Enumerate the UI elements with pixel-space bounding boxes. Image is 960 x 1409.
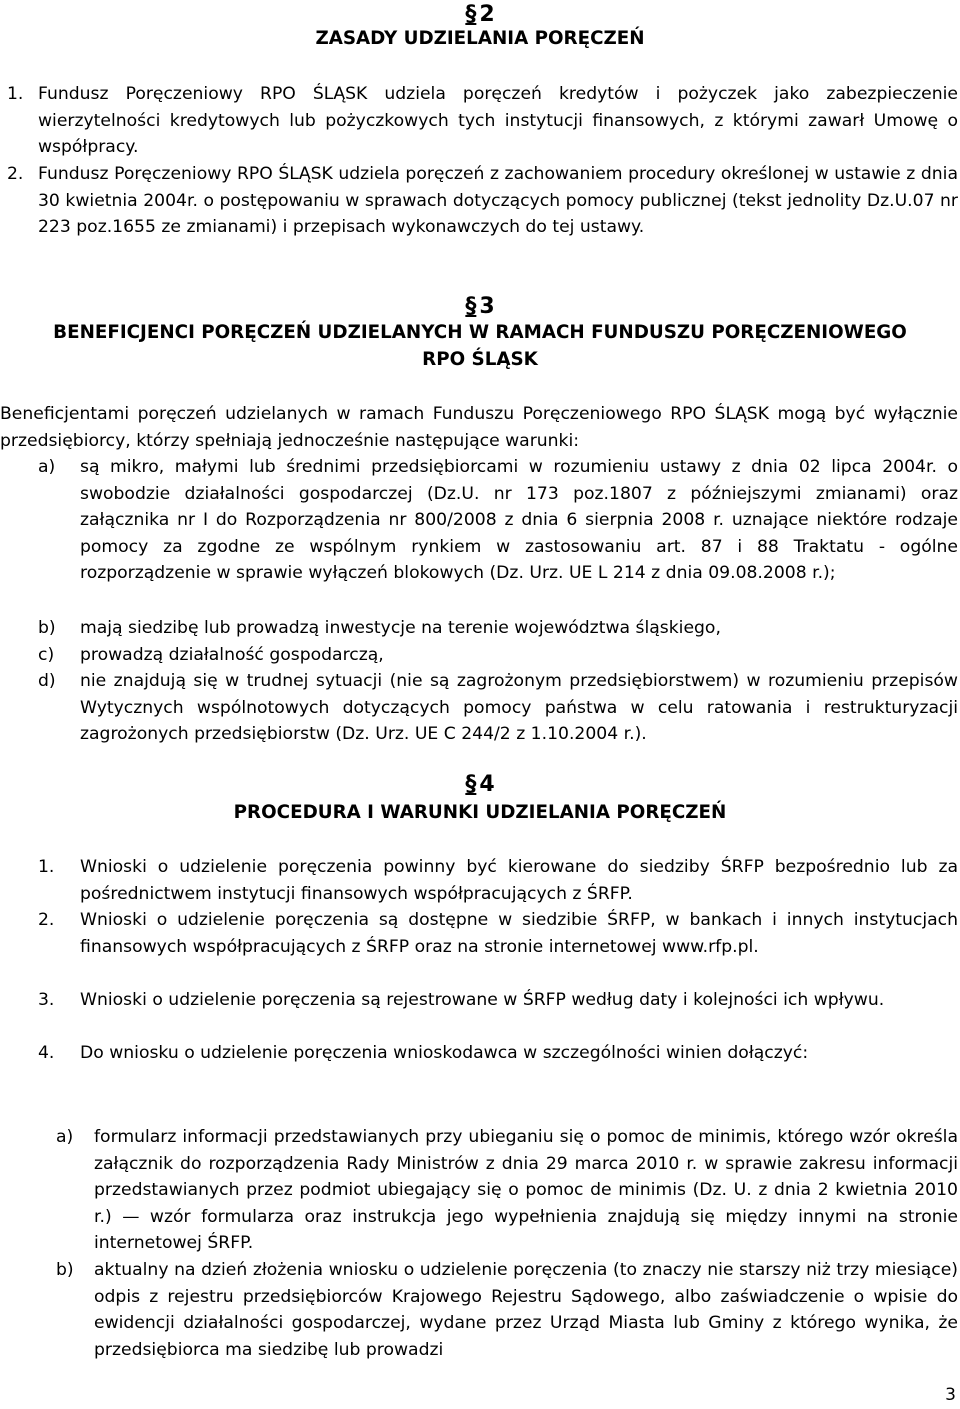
item-text: prowadzą działalność gospodarczą, (80, 645, 384, 665)
section-symbol: § (465, 772, 477, 797)
list-item (0, 161, 958, 241)
item-text: Wnioski o udzielenie poręczenia powinny być kierowane do siedziby ŚRFP bezpośrednio lub za pośrednictwem instytucji finansowych współpracujących z ŚRFP. (80, 857, 958, 904)
section-3-intro: Beneficjentami poręczeń udzielanych w ramach Funduszu Poręczeniowego RPO ŚLĄSK mogą być wyłącznie przedsiębiorcy, którzy spełniają jednocześnie następujące warunki: (0, 404, 958, 451)
list-item (38, 907, 958, 960)
item-letter: d) (38, 671, 56, 691)
item-letter: a) (38, 457, 56, 477)
list-item (38, 668, 958, 748)
section-3-title-line1: BENEFICJENCI PORĘCZEŃ UDZIELANYCH W RAMACH FUNDUSZU PORĘCZENIOWEGO (53, 322, 907, 343)
section-number: 3 (479, 294, 495, 319)
page-number: 3 (945, 1385, 956, 1405)
list-item (38, 615, 958, 642)
item-letter: a) (56, 1127, 74, 1147)
item-number: 2. (38, 910, 55, 930)
list-item (38, 454, 958, 587)
item-letter: b) (56, 1260, 74, 1280)
item-text: Wnioski o udzielenie poręczenia są rejestrowane w ŚRFP według daty i kolejności ich wpływu. (80, 990, 885, 1010)
item-text: aktualny na dzień złożenia wniosku o udzielenie poręczenia (to znaczy nie starszy niż trzy miesiące) odpis z rejestru przedsiębiorców Krajowego Rejestru Sądowego, albo zaświadczenie o wpisie do ewidencji działalności gospodarczej, wydane przez Urząd Miasta lub Gminy z którego wynika, że przedsiębiorca ma siedzibę lub prowadzi (94, 1260, 958, 1360)
list-item (38, 642, 958, 669)
section-symbol: § (465, 294, 477, 319)
item-text: Fundusz Poręczeniowy RPO ŚLĄSK udziela poręczeń kredytów i pożyczek jako zabezpieczenie wierzytelności kredytowych lub pożyczkowych tych instytucji finansowych, z którymi zawarł Umowę o współpracy. (38, 84, 958, 158)
item-number: 1. (38, 857, 55, 877)
list-item (38, 1040, 958, 1067)
item-number: 2. (7, 164, 24, 184)
item-text: mają siedzibę lub prowadzą inwestycje na terenie województwa śląskiego, (80, 618, 721, 638)
section-4-title: PROCEDURA I WARUNKI UDZIELANIA PORĘCZEŃ (233, 802, 727, 823)
section-number: 4 (479, 772, 495, 797)
item-letter: c) (38, 645, 55, 665)
item-text: nie znajdują się w trudnej sytuacji (nie są zagrożonym przedsiębiorstwem) w rozumieniu przepisów Wytycznych wspólnotowych dotyczących pomocy państwa w celu ratowania i restrukturyzacji zagrożonych przedsiębiorstw (Dz. Urz. UE C 244/2 z 1.10.2004 r.). (80, 671, 958, 745)
list-item (38, 987, 958, 1014)
section-number: 2 (479, 2, 495, 27)
item-letter: b) (38, 618, 56, 638)
section-3-mark (0, 294, 960, 320)
section-3-title-line2: RPO ŚLĄSK (422, 349, 538, 370)
section-2-title: ZASADY UDZIELANIA PORĘCZEŃ (315, 28, 645, 49)
item-text: Fundusz Poręczeniowy RPO ŚLĄSK udziela poręczeń z zachowaniem procedury określonej w ustawie z dnia 30 kwietnia 2004r. o postępowaniu w sprawach dotyczących pomocy publicznej (tekst jednolity Dz.U.07 nr 223 poz.1655 ze zmianami) i przepisach wykonawczych do tej ustawy. (38, 164, 958, 238)
item-number: 3. (38, 990, 55, 1010)
list-item (56, 1124, 958, 1257)
section-4-mark (0, 772, 960, 798)
item-text: Do wniosku o udzielenie poręczenia wnioskodawca w szczególności winien dołączyć: (80, 1043, 809, 1063)
section-symbol: § (465, 2, 477, 27)
item-text: Wnioski o udzielenie poręczenia są dostępne w siedzibie ŚRFP, w bankach i innych instytucjach finansowych współpracujących z ŚRFP oraz na stronie internetowej www.rfp.pl. (80, 910, 958, 957)
list-item (0, 81, 958, 161)
list-item (38, 854, 958, 907)
item-text: formularz informacji przedstawianych przy ubieganiu się o pomoc de minimis, którego wzór określa załącznik do rozporządzenia Rady Ministrów z dnia 29 marca 2010 r. w sprawie zakresu informacji przedstawianych przez podmiot ubiegający się o pomoc de minimis (Dz. U. z dnia 2 kwietnia 2010 r.) — wzór formularza oraz instrukcja jego wypełnienia znajdują się między innymi na stronie internetowej ŚRFP. (94, 1127, 958, 1254)
item-number: 4. (38, 1043, 55, 1063)
list-item (56, 1257, 958, 1363)
item-text: są mikro, małymi lub średnimi przedsiębiorcami w rozumieniu ustawy z dnia 02 lipca 2004r. o swobodzie działalności gospodarczej (Dz.U. nr 173 poz.1807 z późniejszymi zmianami) oraz załącznika nr I do Rozporządzenia nr 800/2008 z dnia 6 sierpnia 2008 r. uznające niektóre rodzaje pomocy za zgodne ze wspólnym rynkiem w zastosowaniu art. 87 i 88 Traktatu - ogólne rozporządzenie w sprawie wyłączeń blokowych (Dz. Urz. UE L 214 z dnia 09.08.2008 r.); (80, 457, 958, 584)
item-number: 1. (7, 84, 24, 104)
